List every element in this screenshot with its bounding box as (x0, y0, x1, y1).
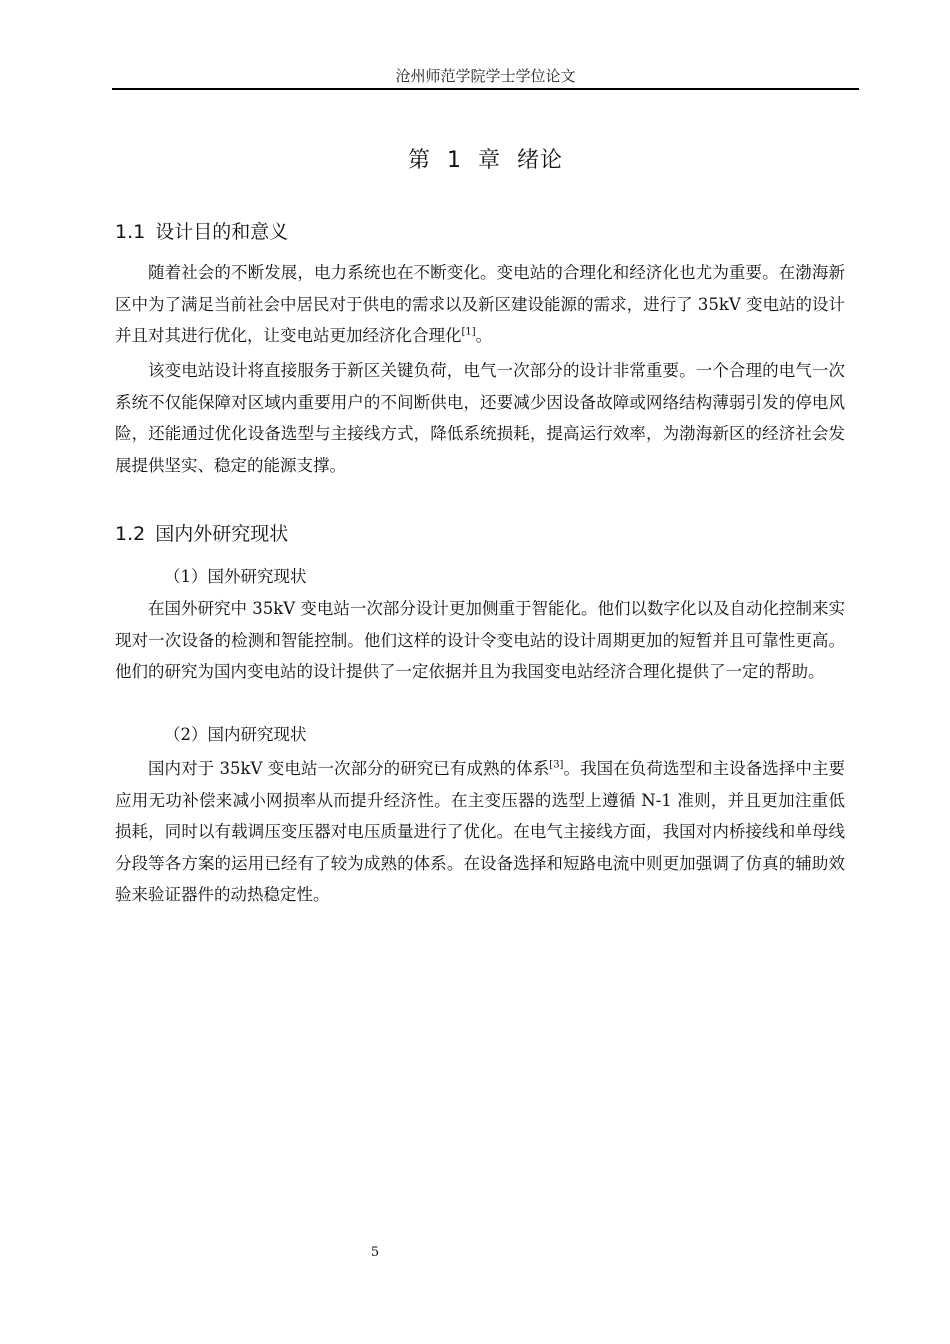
paragraph-text: 随着社会的不断发展，电力系统也在不断变化。变电站的合理化和经济化也尤为重要。在渤海新区中为了满足当前社会中居民对于供电的需求以及新区建设能源的需求，进行了 35kV 变电站的设计并且对其进行优化，让变电站更加经济化合理化 (115, 263, 845, 345)
subsection-heading-domestic: （2）国内研究现状 (164, 725, 307, 744)
citation-ref: [1] (461, 326, 476, 338)
section-title-text: 设计目的和意义 (155, 221, 289, 243)
paragraph-tail: 。 (475, 326, 493, 345)
section-heading-1-1 (115, 218, 288, 246)
page-number (0, 1244, 950, 1262)
paragraph-significance (115, 355, 845, 481)
paragraph-domestic-research (115, 753, 845, 911)
paragraph-purpose (115, 257, 845, 352)
paragraph-text: 在国外研究中 35kV 变电站一次部分设计更加侧重于智能化。他们以数字化以及自动化控制来实现对一次设备的检测和智能控制。他们这样的设计令变电站的设计周期更加的短暂并且可靠性更高。他们的研究为国内变电站的设计提供了一定依据并且为我国变电站经济合理化提供了一定的帮助。 (115, 599, 845, 681)
paragraph-tail: 。我国在负荷选型和主设备选择中主要应用无功补偿来减小网损率从而提升经济性。在主变压器的选型上遵循 N-1 准则，并且更加注重低损耗，同时以有载调压变压器对电压质量进行了优化。在电气主接线方面，我国对内桥接线和单母线分段等各方案的运用已经有了较为成熟的体系。在设备选择和短路电流中则更加强调了仿真的辅助效验来验证器件的动热稳定性。 (115, 759, 845, 904)
paragraph-foreign-research (115, 593, 845, 688)
subsection-heading-foreign: （1）国外研究现状 (164, 567, 307, 586)
chapter-title: 第 1 章 绪论 (408, 148, 563, 173)
paragraph-text: 国内对于 35kV 变电站一次部分的研究已有成熟的体系 (148, 759, 550, 778)
section-number: 1.1 (115, 221, 146, 243)
section-title-text: 国内外研究现状 (155, 523, 289, 545)
section-heading-1-2 (115, 520, 288, 548)
section-number: 1.2 (115, 523, 146, 545)
page-number-text: 5 (370, 1245, 380, 1260)
page-header: 沧州师范学院学士学位论文 (395, 67, 576, 85)
header-divider (112, 88, 859, 90)
citation-ref: [3] (549, 759, 564, 771)
paragraph-text: 该变电站设计将直接服务于新区关键负荷，电气一次部分的设计非常重要。一个合理的电气一次系统不仅能保障对区域内重要用户的不间断供电，还要减少因设备故障或网络结构薄弱引发的停电风险，还能通过优化设备选型与主接线方式，降低系统损耗，提高运行效率，为渤海新区的经济社会发展提供坚实、稳定的能源支撑。 (115, 361, 845, 475)
